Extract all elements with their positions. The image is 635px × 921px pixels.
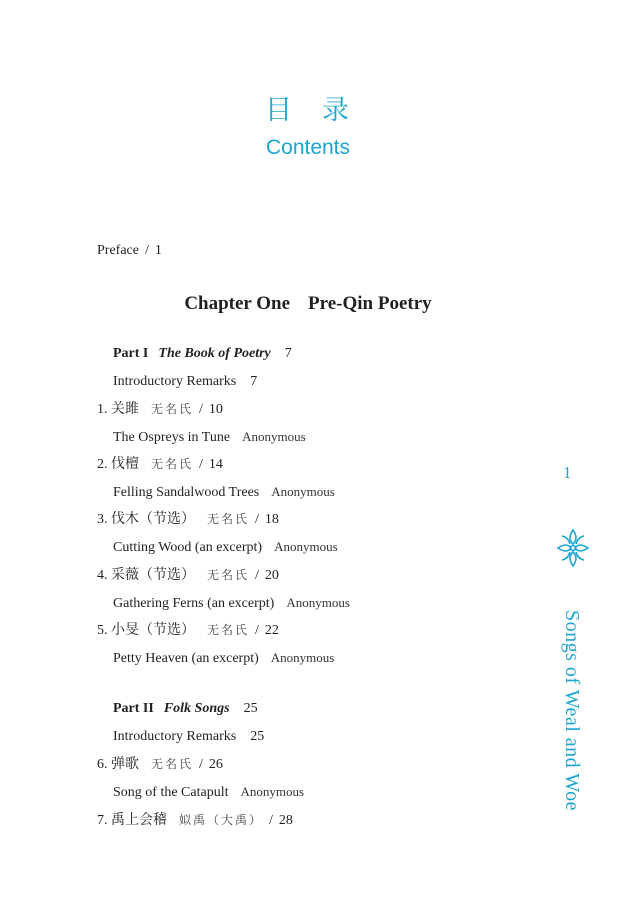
page-number: 1 (563, 463, 572, 482)
toc-entry-4-english[interactable]: Gathering Ferns (an excerpt) Anonymous (113, 595, 350, 611)
toc-entry-5-english[interactable]: Petty Heaven (an excerpt) Anonymous (113, 650, 335, 666)
toc-entry-2[interactable]: 2. 伐檀 无名氏 / 14 (97, 456, 223, 472)
chapter-heading (0, 293, 616, 315)
toc-entry-2-english[interactable]: Felling Sandalwood Trees Anonymous (113, 484, 335, 500)
part-1-heading[interactable]: Part I The Book of Poetry 7 (113, 346, 292, 361)
chapter-title: Pre-Qin Poetry (308, 293, 432, 314)
part-1-title: The Book of Poetry (158, 346, 271, 361)
part-2-intro-entry[interactable]: Introductory Remarks 25 (113, 729, 265, 744)
toc-entry-4[interactable]: 4. 采薇（节选） 无名氏 / 20 (97, 567, 279, 583)
running-book-title: Songs of Weal and Woe (561, 610, 583, 811)
toc-entry-6-english[interactable]: Song of the Catapult Anonymous (113, 784, 305, 800)
part-2-heading[interactable]: Part II Folk Songs 25 (113, 701, 258, 716)
toc-entry-3-english[interactable]: Cutting Wood (an excerpt) Anonymous (113, 539, 338, 555)
toc-entry-5[interactable]: 5. 小旻（节选） 无名氏 / 22 (97, 622, 279, 638)
toc-entry-7[interactable]: 7. 禹上会稽 姒禹（大禹） / 28 (97, 812, 293, 828)
part-2-title: Folk Songs (163, 701, 230, 716)
part-1-intro-entry[interactable]: Introductory Remarks 7 (113, 374, 258, 389)
floral-ornament-icon (556, 528, 590, 568)
toc-entry-1[interactable]: 1. 关雎 无名氏 / 10 (97, 401, 223, 417)
title-char-2: 录 (322, 95, 351, 126)
toc-entry-1-english[interactable]: The Ospreys in Tune Anonymous (113, 429, 306, 445)
toc-entry-3[interactable]: 3. 伐木（节选） 无名氏 / 18 (97, 511, 279, 527)
contents-title-english: Contents (265, 136, 351, 159)
preface-page: 1 (154, 243, 162, 258)
title-char-1: 目 (265, 95, 294, 126)
preface-label: Preface (97, 243, 139, 258)
preface-entry[interactable]: Preface / 1 (97, 243, 162, 258)
contents-title-chinese (0, 88, 616, 127)
chapter-label: Chapter One (184, 293, 291, 314)
toc-entry-6[interactable]: 6. 弹歌 无名氏 / 26 (97, 756, 223, 772)
